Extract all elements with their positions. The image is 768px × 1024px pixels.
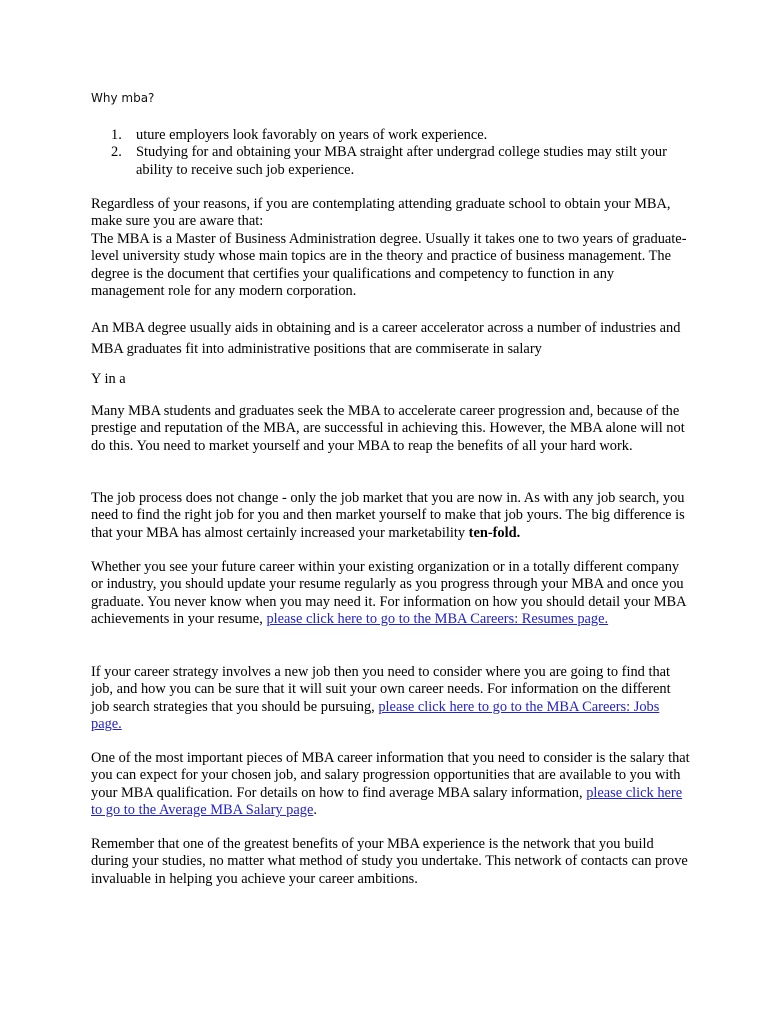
paragraph-job-search <box>91 664 691 734</box>
salary-page-link[interactable]: please click here to go to the Average MBA Salary page <box>91 784 683 819</box>
paragraph-text: If your career strategy involves a new job then you need to consider where you are going to find that job, and how you can be sure that it will suit your own career needs. For information on the different job search strategies that you should be pursuing, <box>91 664 671 715</box>
paragraph-text: Whether you see your future career within your existing organization or in a totally different company or industry, you should update your resume regularly as you progress through your MBA and once you graduate. You never know when you may need it. For information on how you should detail your MBA achievements in your resume, <box>91 559 686 628</box>
paragraph-text: The job process does not change - only the job market that you are now in. As with any job search, you need to find the right job for you and then market yourself to make that job yours. The big difference is that your MBA has almost certainly increased your marketability <box>91 490 685 541</box>
paragraph-mba-degree: An MBA degree usually aids in obtaining and is a career accelerator across a number of industries and MBA graduates fit into administrative positions that are commiserate in salary <box>91 320 681 357</box>
list-item-number: 2. <box>111 144 122 161</box>
list-item-text: Studying for and obtaining your MBA straight after undergrad college studies may stilt your ability to receive such job experience. <box>136 144 667 178</box>
paragraph-job-process <box>91 490 691 542</box>
paragraph-period: . <box>313 802 317 819</box>
paragraph-line: Regardless of your reasons, if you are contemplating attending graduate school to obtain your MBA, make sure you are aware that: <box>91 196 671 230</box>
paragraph-network: Remember that one of the greatest benefits of your MBA experience is the network that you build during your studies, no matter what method of study you undertake. This network of contacts can prove invaluable in helping you achieve your career ambitions. <box>91 836 688 887</box>
list-item <box>91 127 691 144</box>
reasons-list <box>91 127 691 179</box>
paragraph-reasons <box>91 196 691 300</box>
paragraph-salary <box>91 750 691 820</box>
list-item-number: 1. <box>111 127 122 143</box>
document-title: Why mba? <box>91 91 155 105</box>
paragraph-fragment: Y in a <box>91 371 126 387</box>
list-item-text: uture employers look favorably on years of work experience. <box>136 127 488 143</box>
jobs-page-link[interactable]: please click here to go to the MBA Careers: Jobs page. <box>91 698 660 733</box>
resumes-page-link[interactable]: please click here to go to the MBA Careers: Resumes page. <box>266 611 609 628</box>
paragraph-line: The MBA is a Master of Business Administration degree. Usually it takes one to two years of graduate-level university study whose main topics are in the theory and practice of business management. The degree is the document that certifies your qualifications and competency to function in any management role for any modern corporation. <box>91 230 687 300</box>
list-item <box>91 144 691 179</box>
emphasis-text: ten-fold. <box>468 524 521 541</box>
paragraph-career-progression: Many MBA students and graduates seek the MBA to accelerate career progression and, because of the prestige and reputation of the MBA, are successful in achieving this. However, the MBA alone will not do this. You need to market yourself and your MBA to reap the benefits of all your hard work. <box>91 403 685 454</box>
paragraph-resume <box>91 559 691 629</box>
paragraph-text: One of the most important pieces of MBA career information that you need to consider is the salary that you can expect for your chosen job, and salary progression opportunities that are available to you with your MBA qualification. For details on how to find average MBA salary information, <box>91 750 690 801</box>
